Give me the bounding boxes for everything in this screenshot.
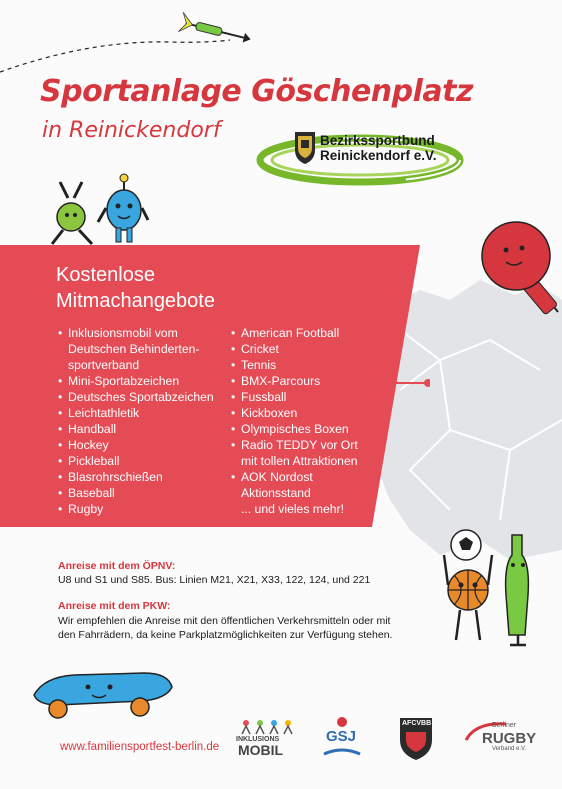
offers-list-right [231, 325, 358, 517]
rugby-small-text: Berliner [492, 722, 517, 729]
inklusionsmobil-logo [236, 718, 300, 758]
afcvbb-text: AFCVBB [402, 720, 432, 727]
list-item: • Blasrohrschießen [58, 469, 214, 485]
list-item: • BMX-Parcours [231, 373, 358, 389]
list-item: Aktionsstand [241, 486, 311, 500]
afcvbb-logo [398, 712, 434, 762]
gsj-logo [320, 714, 364, 760]
page-title: Sportanlage Göschenplatz [40, 74, 473, 109]
pkw-text [58, 614, 392, 642]
website-link[interactable]: www.familiensportfest-berlin.de [60, 741, 220, 753]
list-item: mit tollen Attraktionen [241, 454, 358, 468]
list-item: • Baseball [58, 485, 214, 501]
offers-heading-line2: Mitmachangebote [56, 290, 215, 312]
list-item: • Deutsches Sportabzeichen [58, 389, 214, 405]
pkw-text-line2: den Fahrrädern, da keine Parkplatzmöglichkeiten zur Verfügung stehen. [58, 629, 393, 641]
list-item: • Rugby [58, 501, 214, 517]
list-item: • AOK Nordost [231, 469, 358, 485]
list-item: sportverband [68, 358, 140, 372]
pkw-text-line1: Wir empfehlen die Anreise mit den öffentlichen Verkehrsmitteln oder mit [58, 615, 391, 627]
inklusion-line1: INKLUSIONS [236, 736, 280, 743]
list-item: • Mini-Sportabzeichen [58, 373, 214, 389]
list-item: • Fussball [231, 389, 358, 405]
rugby-big-text: RUGBY [482, 730, 537, 747]
list-item: • Pickleball [58, 453, 214, 469]
figures-icon [236, 718, 300, 736]
skateboard-illustration [28, 665, 178, 725]
berliner-rugby-logo [462, 718, 542, 758]
logo-text [320, 133, 437, 163]
gsj-text: GSJ [326, 728, 357, 745]
coat-of-arms-icon [295, 132, 315, 164]
list-item: • Inklusionsmobil vom [58, 325, 214, 341]
inklusion-line2: MOBIL [238, 742, 284, 758]
list-item: • Kickboxen [231, 405, 358, 421]
list-item: • Radio TEDDY vor Ort [231, 437, 358, 453]
offers-list-left [58, 325, 214, 517]
list-item: • Leichtathletik [58, 405, 214, 421]
list-item: • American Football [231, 325, 358, 341]
logo-line1: Bezirkssportbund [320, 133, 435, 148]
pkw-heading: Anreise mit dem PKW: [58, 600, 171, 612]
rugby-sub-text: Verband e.V. [492, 746, 527, 752]
ball-mascots-illustration [442, 525, 562, 650]
logo-line2: Reinickendorf e.V. [320, 148, 437, 163]
offers-heading [56, 262, 215, 314]
offers-heading-line1: Kostenlose [56, 264, 155, 286]
list-item: • Hockey [58, 437, 214, 453]
list-item: Deutschen Behinderten- [68, 342, 200, 356]
page-subtitle: in Reinickendorf [42, 118, 221, 143]
list-item: • Cricket [231, 341, 358, 357]
opnv-text: U8 und S1 und S85. Bus: Linien M21, X21, X33, 122, 124, und 221 [58, 574, 371, 586]
paddle-illustration [470, 212, 562, 322]
mascot-illustration [40, 172, 150, 252]
list-item: • Handball [58, 421, 214, 437]
list-item: ... und vieles mehr! [241, 502, 344, 516]
list-item: • Tennis [231, 357, 358, 373]
opnv-heading: Anreise mit dem ÖPNV: [58, 560, 176, 572]
list-item: • Olympisches Boxen [231, 421, 358, 437]
